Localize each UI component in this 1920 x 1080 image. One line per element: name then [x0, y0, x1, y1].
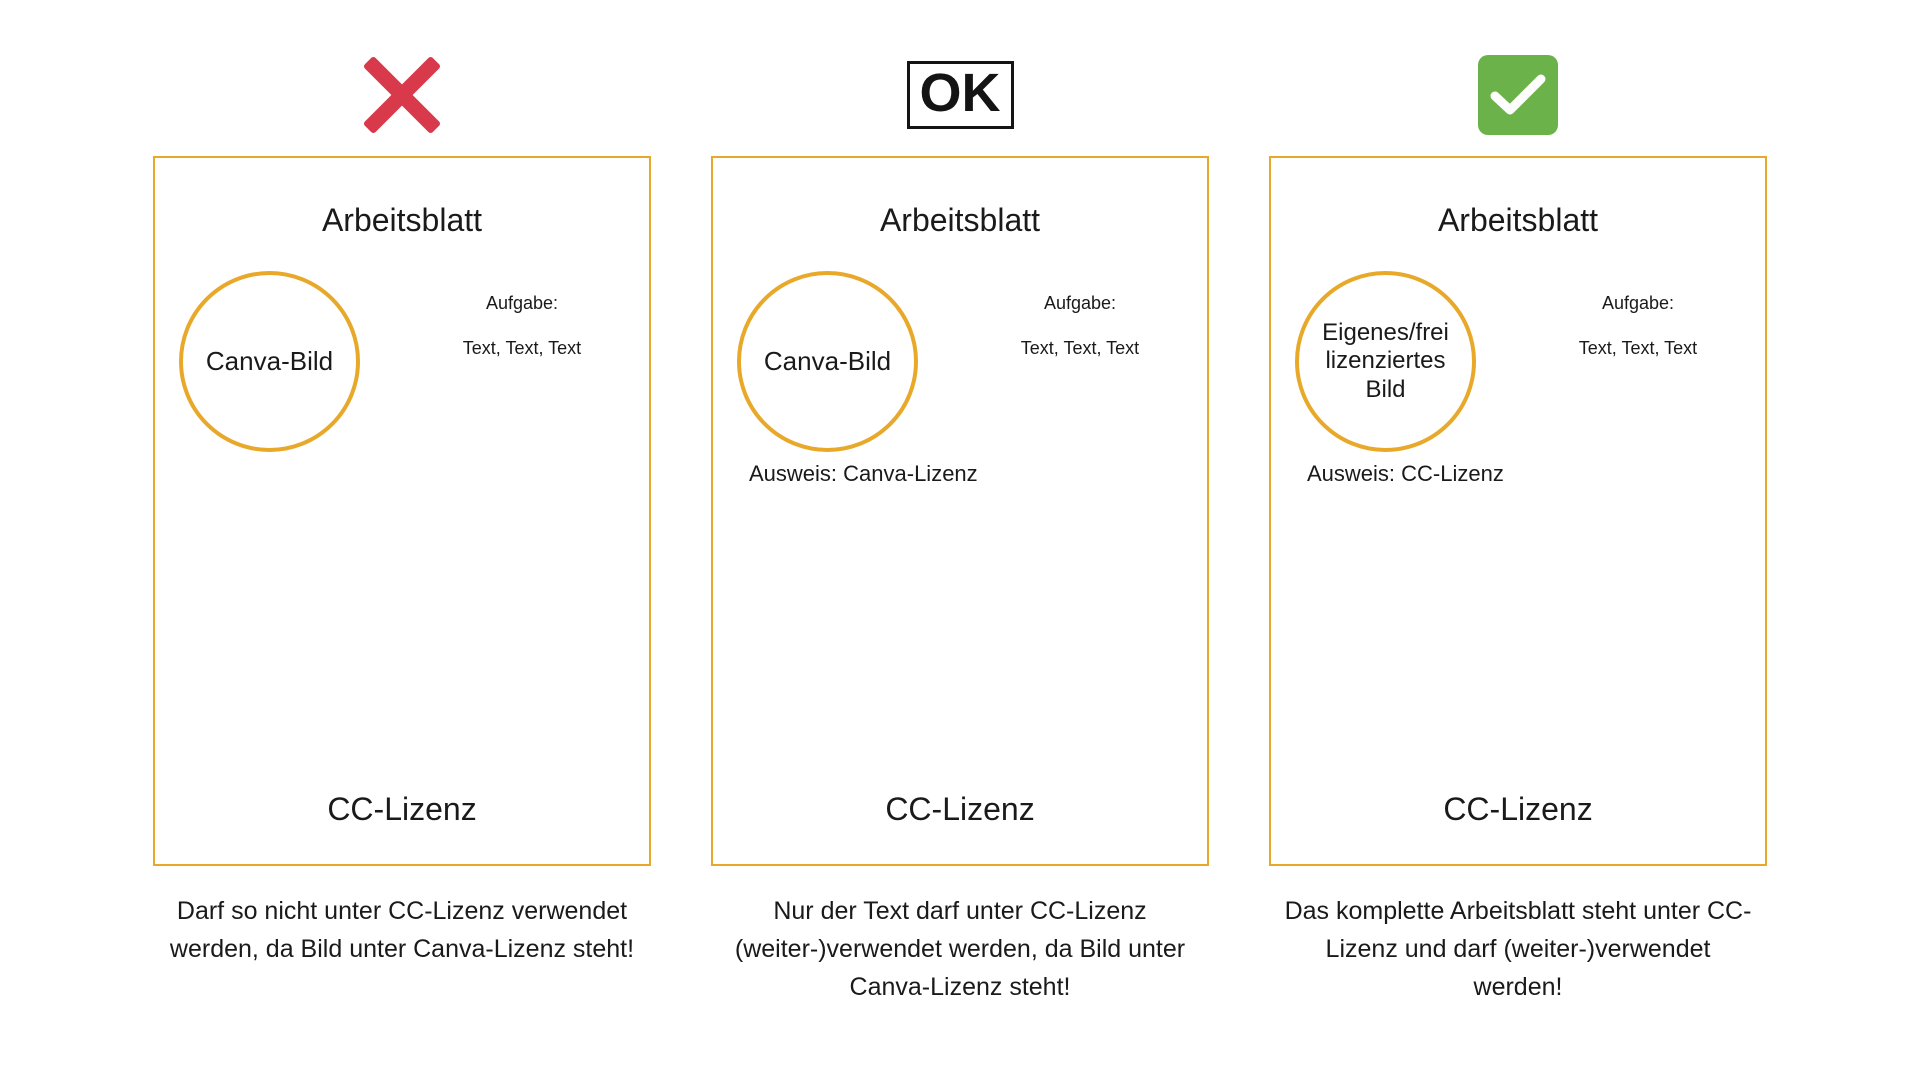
- image-placeholder-circle: [1295, 271, 1476, 452]
- cross-icon: [359, 52, 445, 138]
- task-block: [1523, 293, 1753, 359]
- image-placeholder-label: Eigenes/frei lizenziertes Bild: [1322, 319, 1449, 403]
- image-placeholder-label: Canva-Bild: [763, 346, 892, 377]
- worksheet-title: Arbeitsblatt: [321, 202, 483, 238]
- column-caption: Das komplette Arbeitsblatt steht unter CC-Lizenz und darf (weiter-)verwendet werden!: [1284, 897, 1752, 1001]
- task-block: [965, 293, 1195, 359]
- task-block: [407, 293, 637, 359]
- image-placeholder-circle: [737, 271, 918, 452]
- ok-box-icon: OK: [907, 61, 1014, 129]
- status-check: [1478, 34, 1558, 156]
- worksheet-card-1: [153, 156, 651, 866]
- license-note: Ausweis: CC-Lizenz: [1307, 461, 1504, 486]
- column-caption: Nur der Text darf unter CC-Lizenz (weiter-)verwendet werden, da Bild unter Canva-Lizenz steht!: [734, 897, 1186, 1001]
- task-text: Text, Text, Text: [1020, 338, 1140, 358]
- column-allowed: [1262, 34, 1774, 1006]
- task-title: Aufgabe:: [1043, 293, 1117, 313]
- worksheet-body: [713, 261, 1207, 491]
- worksheet-title: Arbeitsblatt: [1437, 202, 1599, 238]
- worksheet-title: Arbeitsblatt: [879, 202, 1041, 238]
- image-placeholder-label: Canva-Bild: [205, 346, 334, 377]
- task-text: Text, Text, Text: [462, 338, 582, 358]
- column-caption: Darf so nicht unter CC-Lizenz verwendet werden, da Bild unter Canva-Lizenz steht!: [169, 897, 635, 963]
- worksheet-license-footer: CC-Lizenz: [327, 791, 477, 827]
- image-placeholder-circle: [179, 271, 360, 452]
- task-text: Text, Text, Text: [1578, 338, 1698, 358]
- check-icon: [1478, 55, 1558, 135]
- worksheet-license-footer: CC-Lizenz: [885, 791, 1035, 827]
- task-title: Aufgabe:: [485, 293, 559, 313]
- column-not-allowed: [146, 34, 658, 968]
- status-cross: [359, 34, 445, 156]
- worksheet-card-2: [711, 156, 1209, 866]
- status-ok: [907, 34, 1014, 156]
- worksheet-license-footer: CC-Lizenz: [1443, 791, 1593, 827]
- worksheet-body: [1271, 261, 1765, 491]
- worksheet-card-3: [1269, 156, 1767, 866]
- task-title: Aufgabe:: [1601, 293, 1675, 313]
- worksheet-body: [155, 261, 649, 491]
- column-ok: [704, 34, 1216, 1006]
- license-note: Ausweis: Canva-Lizenz: [749, 461, 978, 486]
